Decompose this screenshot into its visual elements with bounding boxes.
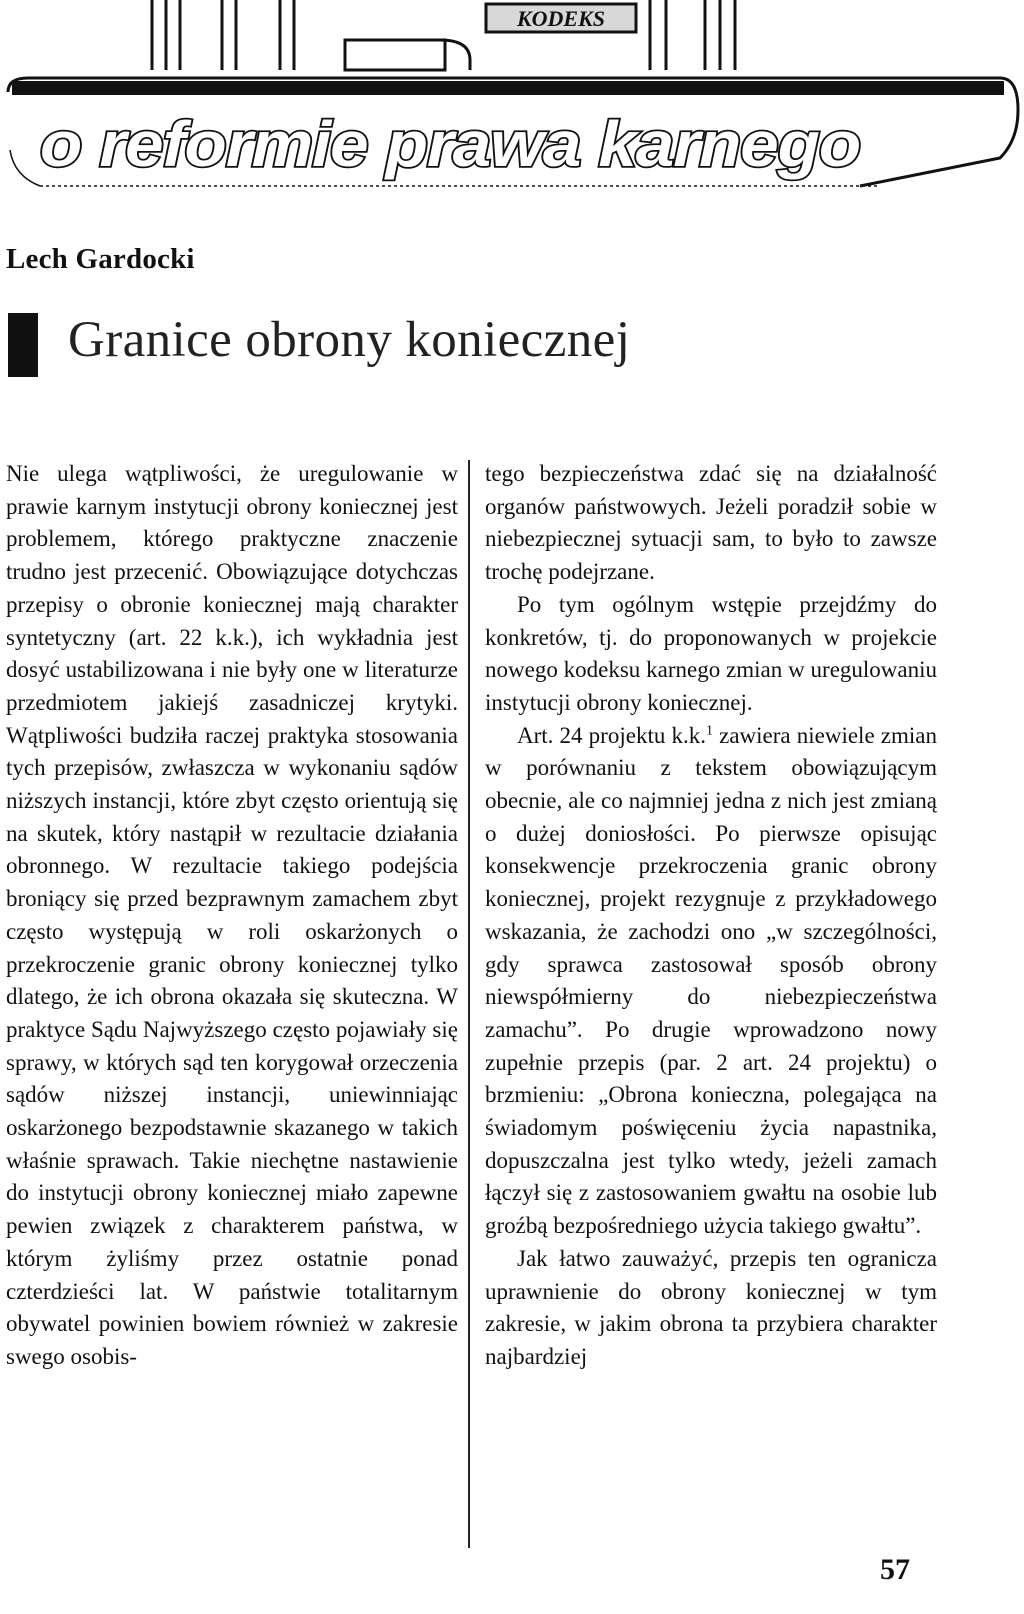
article-title: Granice obrony koniecznej [68,312,631,368]
text-column-left [6,458,458,1374]
paragraph: Jak łatwo zauważyć, przepis ten ogranicza uprawnienie do obrony koniecznej w tym zakresie, w jakim obrona ta przybiera charakter najbardziej [485,1245,937,1369]
column-divider [468,460,470,1548]
paragraph: Nie ulega wątpliwości, że uregulowanie w prawie karnym instytucji obrony koniecznej jest problemem, którego praktyczne znaczenie trudno jest przecenić. Obowiązujące dotychczas przepisy o obronie koniecznej mają charakter syntetyczny (art. 22 k.k.), ich wykładnia jest dosyć ustabilizowana i nie były one w literaturze przedmiotem jakiejś zasadniczej krytyki. Wątpliwości budziła raczej praktyka stosowania tych przepisów, zwłaszcza w wykonaniu sądów niższych instancji, które zbyt często orientują się na skutek, który nastąpił w rezultacie działania obronnego. W rezultacie takiego podejścia broniący się przed bezprawnym zamachem zbyt często występują w roli oskarżonych o przekroczenie granic obrony koniecznej tylko dlatego, że ich obrona okazała się skuteczna. W praktyce Sądu Najwyższego często pojawiały się sprawy, w których sąd ten korygował orzeczenia sądów niższej instancji, uniewinniając oskarżonego bezpodstawnie skazanego w takich właśnie sprawach. Takie niechętne nastawienie do instytucji obrony koniecznej miało zapewne pewien związek z charakterem państwa, w którym żyliśmy przez ostatnie ponad czterdzieści lat. W państwie totalitarnym obywatel powinien bowiem również w zakresie swego osobis- [6,461,458,1369]
paragraph-continued: tego bezpieczeństwa zdać się na działalność organów państwowych. Jeżeli poradził sobie w niebezpiecznej sytuacji sam, to było to zawsze trochę podejrzane. [485,461,937,585]
page-number: 57 [880,1553,910,1586]
series-header-graphic [0,0,1024,200]
paragraph: Po tym ogólnym wstępie przejdźmy do konkretów, tj. do proponowanych w projekcie nowego kodeksu karnego zmian w uregulowaniu instytucji obrony koniecznej. [485,591,937,715]
art24-lead: Art. 24 projektu k.k. [517,722,706,748]
author-name: Lech Gardocki [6,243,195,275]
footnote-marker: 1 [705,722,713,738]
art24-rest: zawiera niewiele zmian w porównaniu z tekstem obowiązującym obecnie, ale co najmniej jedna z nich jest zmianą o dużej doniosłości. [485,722,937,846]
series-logo: KODEKS [516,6,606,31]
paragraph-art24 [485,720,937,1243]
series-heading: o reformie prawa karnego [40,108,860,180]
series-header [0,0,1024,200]
text-column-right [485,458,937,1374]
art24-continued: Po pierwsze opisując konsekwencje przekroczenia granic obrony koniecznej, projekt rezygnuje z przykładowego wskazania, że zachodzi ono „w szczególności, gdy sprawca zastosował sposób obrony niewspółmierny do niebezpieczeństwa zamachu”. Po drugie wprowadzono nowy zupełnie przepis (par. 2 art. 24 projektu) o brzmieniu: „Obrona konieczna, polegająca na świadomym poświęceniu życia napastnika, dopuszczalna jest tylko wtedy, jeżeli zamach łączył się z zastosowaniem gwałtu na osobie lub groźbą bezpośredniego użycia takiego gwałtu”. [485,820,937,1239]
title-marker [8,313,38,377]
